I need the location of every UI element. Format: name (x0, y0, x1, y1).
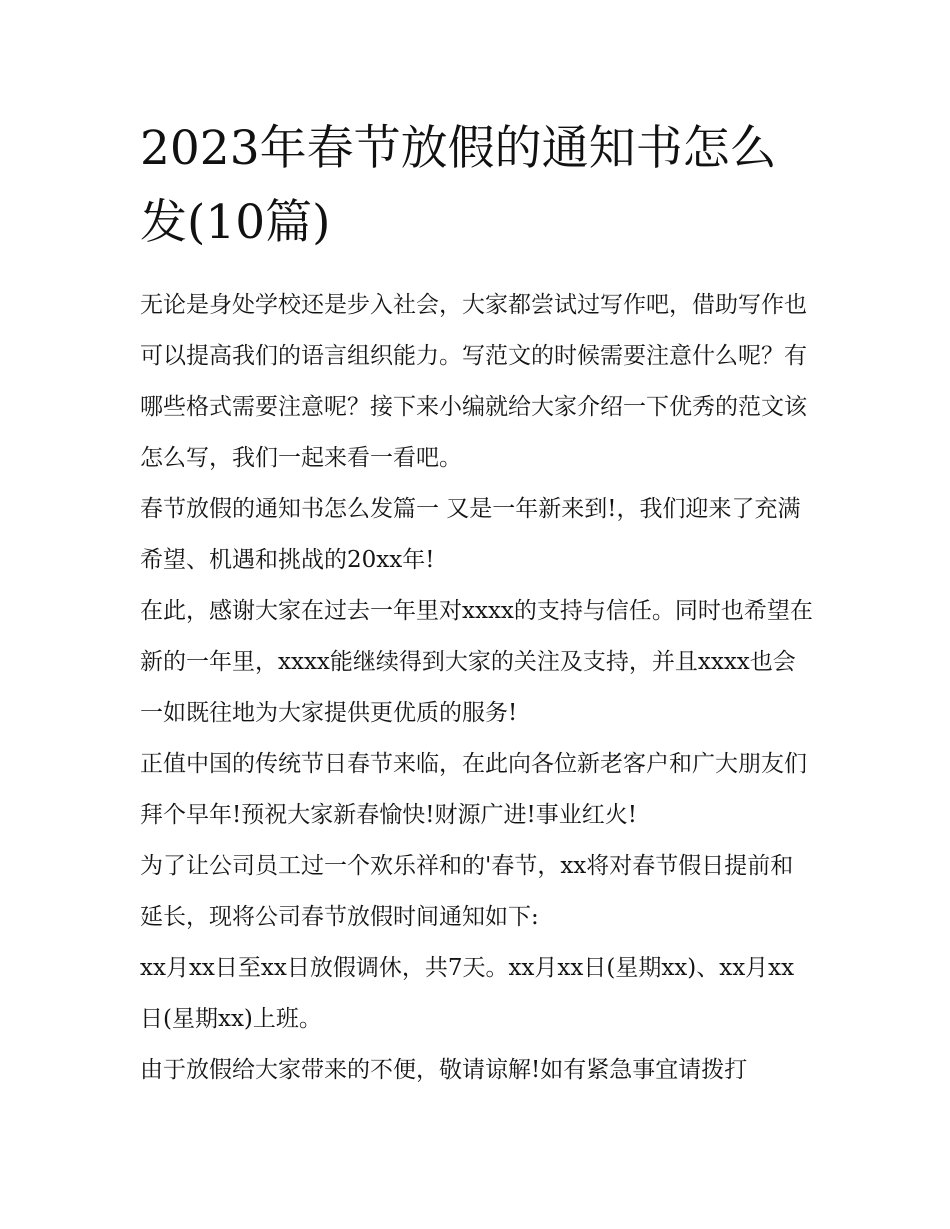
paragraph-intro: 无论是身处学校还是步入社会，大家都尝试过写作吧，借助写作也可以提高我们的语言组织能力。写范文的时候需要注意什么呢？有哪些格式需要注意呢？接下来小编就给大家介绍一下优秀的范文该怎么写，我们一起来看一看吧。 (140, 292, 807, 471)
paragraph-5: xx月xx日至xx日放假调休，共7天。xx月xx日(星期xx)、xx月xx日(星期xx)上班。 (140, 955, 795, 1032)
paragraph-3: 正值中国的传统节日春节来临，在此向各位新老客户和广大朋友们拜个早年!预祝大家新春愉快!财源广进!事业红火! (140, 751, 807, 828)
paragraph-2: 在此，感谢大家在过去一年里对xxxx的支持与信任。同时也希望在新的一年里，xxxx能继续得到大家的关注及支持，并且xxxx也会一如既往地为大家提供更优质的服务! (140, 598, 813, 726)
document-body (140, 280, 815, 1096)
document-title: 2023年春节放假的通知书怎么发(10篇) (140, 121, 777, 250)
paragraph-6: 由于放假给大家带来的不便，敬请谅解!如有紧急事宜请拨打 (140, 1057, 748, 1083)
paragraph-4: 为了让公司员工过一个欢乐祥和的'春节，xx将对春节假日提前和延长，现将公司春节放假时间通知如下: (140, 853, 794, 930)
paragraph-1: 春节放假的通知书怎么发篇一 又是一年新来到!，我们迎来了充满希望、机遇和挑战的20xx年! (140, 496, 801, 573)
